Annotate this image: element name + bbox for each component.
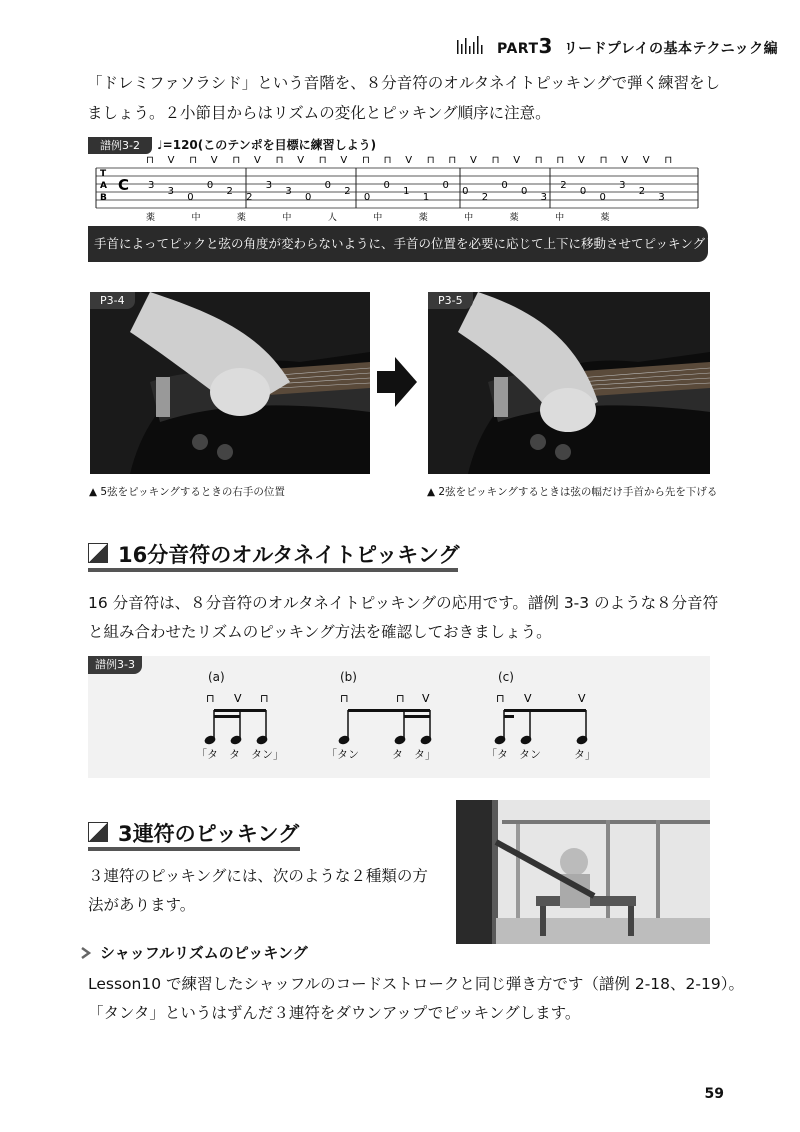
pattern-label: (b) [340,670,357,684]
tab-staff [88,152,708,226]
part-number: 3 [538,34,553,58]
tab-pick-mark: ⊓ [189,155,198,166]
tab-fret-number: 0 [442,180,449,191]
rhythm-pattern-a [198,690,288,750]
tip-bar: 手首によってピックと弦の角度が変わらないように、手首の位置を必要に応じて上下に移動させてピッキングしよう。 [88,226,708,262]
tab-fret-number: 0 [520,186,528,197]
tab-fret-number: 0 [462,186,469,197]
tab-finger-label: 薬 [146,213,156,223]
tempo-marking: ♩=120(このテンポを目標に練習しよう) [157,138,377,152]
tab-fret-number: 2 [344,186,351,197]
tab-finger-label: 人 [327,213,337,223]
tab-fret-number: 0 [383,180,390,191]
tab-pick-mark: V [340,155,348,166]
tab-finger-label: 薬 [509,213,519,223]
photo-caption: ▲ 5弦をピッキングするときの右手の位置 [89,486,285,498]
section-marker-icon [88,543,108,563]
video-still-photo [456,800,710,944]
paragraph-line: 法があります。 [88,896,196,914]
tab-pick-mark: V [254,155,261,166]
tab-pick-mark: V [513,155,521,166]
section-title: 16分音符のオルタネイトピッキング [118,543,460,567]
page-number: 59 [704,1086,724,1102]
pattern-sound: 「タン タ タ」 [326,748,436,761]
pick-mark: V [524,692,532,705]
photo-tag: P3-5 [428,292,473,309]
rhythm-example-box [88,656,710,778]
tab-clef: B [100,193,107,203]
tab-fret-number: 0 [363,192,371,203]
tab-fret-number: 0 [187,192,194,203]
tab-pick-mark: V [210,155,218,166]
tab-fret-number: 3 [658,192,665,203]
pick-mark: V [578,692,586,705]
tab-fret-number: 3 [540,192,547,203]
photo-caption: ▲ 2弦をピッキングするときは弦の幅だけ手首から先を下げる [427,486,718,498]
paragraph-line: ３連符のピッキングには、次のような２種類の方 [88,867,428,885]
tab-pick-mark: V [578,155,585,166]
tab-fret-number: 2 [638,186,646,197]
tab-fret-number: 1 [403,186,410,197]
part-label: PART [497,41,539,57]
tab-fret-number: 2 [481,192,489,203]
tab-pick-mark: ⊓ [599,155,608,166]
tab-fret-number: 0 [579,186,587,197]
paragraph-line: Lesson10 で練習したシャッフルのコードストロークと同じ弾き方です（譜例 2-18、2-19）。 [88,975,744,993]
section-marker-icon [88,822,108,842]
intro-line: ましょう。２小節目からはリズムの変化とピッキング順序に注意。 [87,104,551,122]
time-signature: C [118,176,130,194]
right-arrow-icon [377,357,417,407]
tab-pick-mark: ⊓ [146,155,154,166]
tab-pick-mark: ⊓ [383,155,392,166]
tab-example-label: 譜例3-2 [88,137,152,154]
pick-mark: ⊓ [396,692,405,705]
tab-fret-number: 0 [305,192,312,203]
section-underline [88,847,300,851]
guitar-photo [428,292,710,474]
rhythm-example-label: 譜例3-3 [88,656,142,674]
pick-mark: ⊓ [206,692,215,705]
tab-finger-label: 中 [555,213,565,223]
tab-pick-mark: V [470,155,477,166]
paragraph-line: 16 分音符は、８分音符のオルタネイトピッキングの応用です。譜例 3-3 のような８分音符 [88,594,719,612]
tab-pick-mark: ⊓ [448,155,457,166]
tab-pick-mark: V [167,155,175,166]
tab-fret-number: 0 [324,180,332,191]
tab-fret-number: 3 [285,186,292,197]
rhythm-pattern-c [488,690,598,750]
pattern-sound: 「タ タン タ」 [486,748,596,761]
tab-finger-label: 薬 [236,213,246,223]
tab-fret-number: 0 [206,180,214,191]
photo-p3-4 [90,292,370,474]
tab-finger-label: 薬 [600,213,610,223]
tab-fret-number: 1 [422,192,430,203]
tab-fret-number: 2 [246,192,253,203]
tab-fret-number: 2 [560,180,567,191]
chapter-title: リードプレイの基本テクニック編 [563,41,779,57]
subsection-paragraph [88,970,748,1028]
photo-p3-5 [428,292,710,474]
header-bars-icon [457,36,487,54]
tab-fret-number: 0 [599,192,606,203]
tab-pick-mark: ⊓ [556,155,565,166]
tab-fret-number: 3 [167,186,175,197]
section-title: 3連符のピッキング [118,822,300,846]
tab-pick-mark: ⊓ [664,155,673,166]
pick-mark: ⊓ [260,692,269,705]
tab-fret-number: 3 [619,180,626,191]
pattern-label: (a) [208,670,225,684]
pick-mark: V [234,692,242,705]
tab-pick-mark: ⊓ [232,155,241,166]
chevron-right-icon [80,946,92,960]
paragraph-line: と組み合わせたリズムのピッキング方法を確認しておきましょう。 [88,623,552,641]
guitar-photo [90,292,370,474]
rhythm-pattern-b [332,690,442,750]
tab-pick-mark: ⊓ [275,155,284,166]
tab-pick-mark: V [297,155,305,166]
tab-fret-number: 3 [148,180,155,191]
pattern-label: (c) [498,670,514,684]
intro-line: 「ドレミファソラシド」という音階を、８分音符のオルタネイトピッキングで弾く練習をし [87,74,721,92]
tab-pick-mark: ⊓ [491,155,500,166]
pick-mark: ⊓ [340,692,349,705]
tab-pick-mark: V [405,155,413,166]
subsection-title: シャッフルリズムのピッキング [100,944,308,962]
tab-finger-label: 中 [464,213,474,223]
pick-mark: ⊓ [496,692,505,705]
tab-fret-number: 2 [226,186,233,197]
tab-fret-number: 0 [501,180,508,191]
tab-finger-label: 中 [191,213,201,223]
intro-paragraph [87,68,727,128]
pick-mark: V [422,692,430,705]
tab-pick-mark: ⊓ [362,155,370,166]
tab-clef: A [100,181,107,191]
pattern-sound: 「タ タ タン」 [196,748,284,761]
section-underline [88,568,458,572]
section-paragraph [88,589,728,647]
tab-finger-label: 薬 [418,213,428,223]
photo-tag: P3-4 [90,292,135,309]
tab-pick-mark: ⊓ [534,155,543,166]
tab-finger-label: 中 [282,213,292,223]
tab-clef: T [100,169,107,179]
paragraph-line: 「タンタ」というはずんだ３連符をダウンアップでピッキングします。 [88,1004,581,1022]
tab-pick-mark: ⊓ [426,155,435,166]
tab-fret-number: 3 [265,180,273,191]
tab-pick-mark: V [621,155,629,166]
page-header [497,34,778,58]
tab-finger-label: 中 [373,213,383,223]
tab-pick-mark: V [642,155,650,166]
section-paragraph [88,862,448,920]
tab-pick-mark: ⊓ [318,155,327,166]
